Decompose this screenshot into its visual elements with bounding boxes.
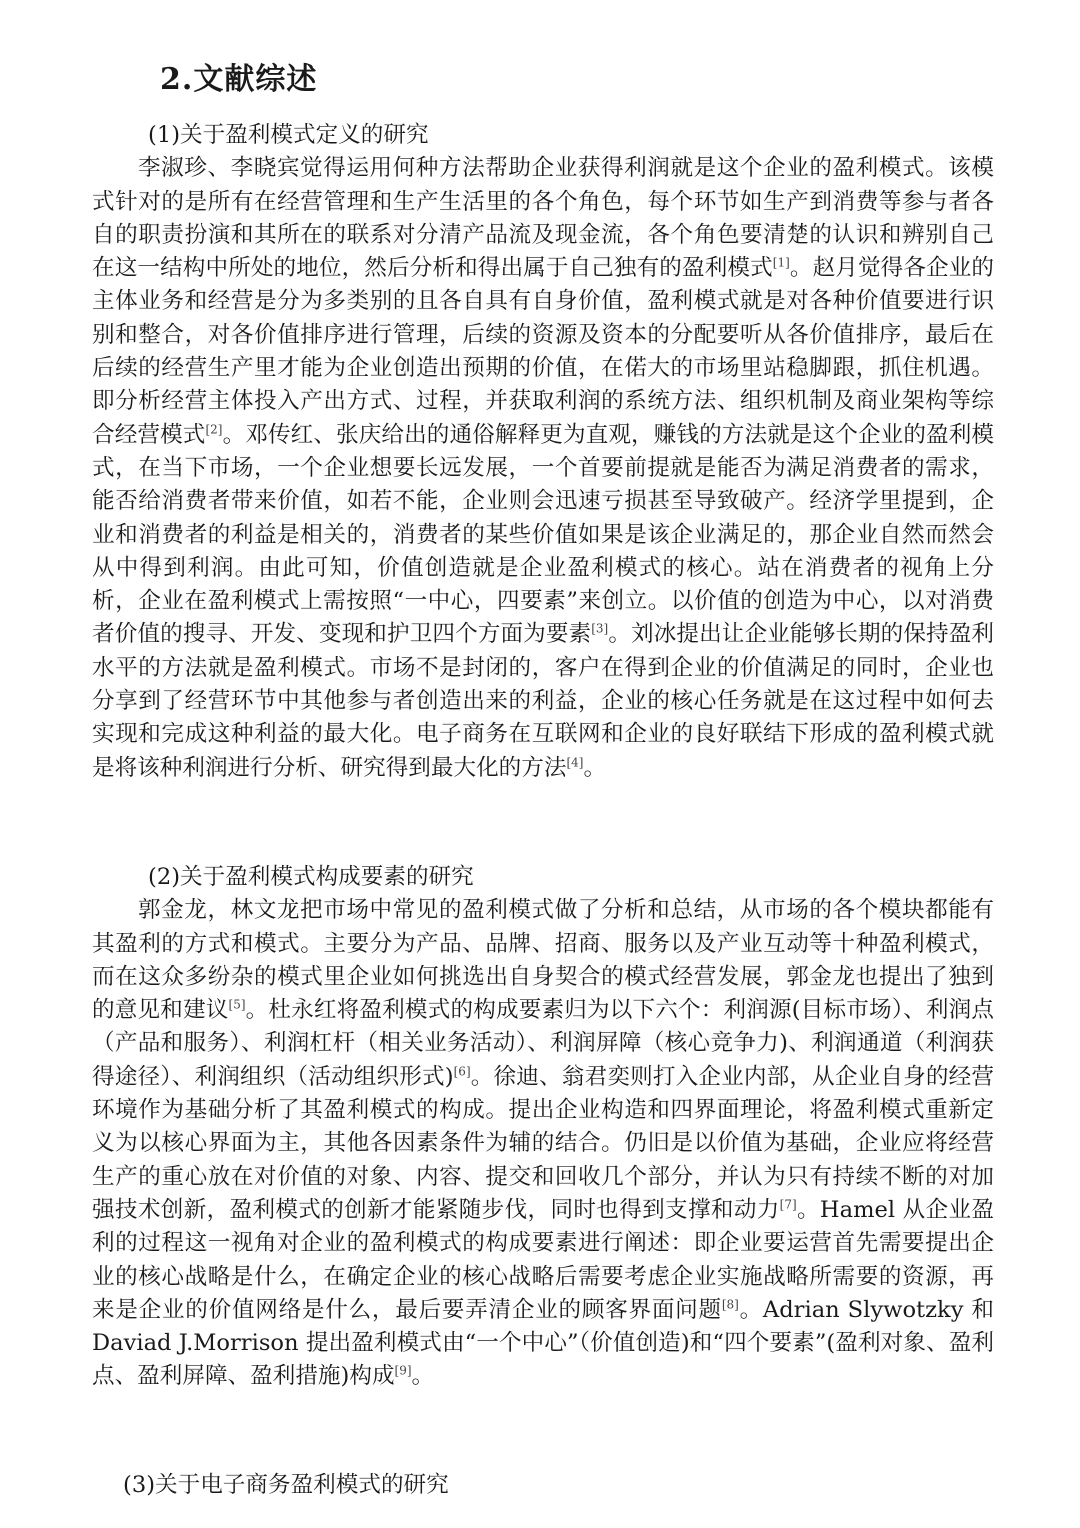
section-ecommerce xyxy=(92,1469,994,1502)
citation-ref: [5] xyxy=(228,997,246,1012)
text-run: 。赵月觉得各企业的主体业务和经营是分为多类别的且各自具有自身价值，盈利模式就是对各种价值要进行识别和整合，对各价值排序进行管理，后续的资源及资本的分配要听从各价值排序，最后在后续的经营生产里才能为企业创造出预期的价值，在偌大的市场里站稳脚跟，抓住机遇。即分析经营主体投入产出方式、过程，并获取利润的系统方法、组织机制及商业架构等综合经营模式 xyxy=(92,255,995,448)
subheading-elements: (2)关于盈利模式构成要素的研究 xyxy=(148,864,474,890)
text-run: 。Hamel 从企业盈利的过程这一视角对企业的盈利模式的构成要素进行阐述：即企业要运营首先需要提出企业的核心战略是什么，在确定企业的核心战略后需要考虑企业实施战略所需要的资源，再来是企业的价值网络是什么，最后要弄清企业的顾客界面问题 xyxy=(92,1196,994,1323)
text-run: 。刘冰提出让企业能够长期的保持盈利水平的方法就是盈利模式。市场不是封闭的，客户在得到企业的价值满足的同时，企业也分享到了经营环节中其他参与者创造出来的利益，企业的核心任务就是在这过程中如何去实现和完成这种利益的最大化。电子商务在互联网和企业的良好联结下形成的盈利模式就是将该种利润进行分析、研究得到最大化的方法 xyxy=(92,621,995,781)
citation-ref: [2] xyxy=(205,422,223,437)
text-run: 。邓传红、张庆给出的通俗解释更为直观，赚钱的方法就是这个企业的盈利模式，在当下市场，一个企业想要长远发展，一个首要前提就是能否为满足消费者的需求，能否给消费者带来价值，如若不能，企业则会迅速亏损甚至导致破产。经济学里提到，企业和消费者的利益是相关的，消费者的某些价值如果是该企业满足的，那企业自然而然会从中得到利润。由此可知，价值创造就是企业盈利模式的核心。站在消费者的视角上分析，企业在盈利模式上需按照“一中心，四要素”来创立。以价值的创造为中心，以对消费者价值的搜寻、开发、变现和护卫四个方面为要素 xyxy=(92,421,995,648)
citation-ref: [1] xyxy=(772,255,790,270)
section-definition xyxy=(92,119,994,785)
paragraph-elements xyxy=(92,894,994,1393)
text-run: 李淑珍、李晓宾觉得运用何种方法帮助企业获得利润就是这个企业的盈利模式。该模式针对的是所有在经营管理和生产生活里的各个角色，每个环节如生产到消费等参与者各自的职责扮演和其所在的联系对分清产品流及现金流，各个角色要清楚的认识和辨别自己在这一结构中所处的地位，然后分析和得出属于自己独有的盈利模式 xyxy=(92,155,994,282)
citation-ref: [9] xyxy=(394,1363,412,1378)
text-run: 。 xyxy=(583,754,607,781)
citation-ref: [8] xyxy=(721,1297,739,1312)
subheading-ecommerce: (3)关于电子商务盈利模式的研究 xyxy=(123,1472,449,1498)
text-run: 。 xyxy=(411,1363,435,1390)
section-title: 2.文献综述 xyxy=(160,62,318,97)
citation-ref: [3] xyxy=(591,621,609,636)
text-run: 。杜永红将盈利模式的构成要素归为以下六个：利润源(目标市场）、利润点（产品和服务）、利润杠杆（相关业务活动）、利润屏障（核心竞争力)、利润通道（利润获得途径）、利润组织（活动组织形式) xyxy=(92,997,995,1090)
text-run: 。徐迪、翁君奕则打入企业内部，从企业自身的经营环境作为基础分析了其盈利模式的构成。提出企业构造和四界面理论，将盈利模式重新定义为以核心界面为主，其他各因素条件为辅的结合。仍旧是以价值为基础，企业应将经营生产的重心放在对价值的对象、内容、提交和回收几个部分，并认为只有持续不断的对加强技术创新，盈利模式的创新才能紧随步伐，同时也得到支撑和动力 xyxy=(92,1063,995,1223)
section-elements xyxy=(92,861,994,1394)
subheading-definition: (1)关于盈利模式定义的研究 xyxy=(148,122,429,148)
text-run: 。Adrian Slywotzky 和 Daviad J.Morrison 提出盈利模式由“一个中心”（价值创造)和“四个要素”(盈利对象、盈利点、盈利屏障、盈利措施)构成 xyxy=(92,1296,995,1390)
paragraph-definition xyxy=(92,152,994,785)
citation-ref: [4] xyxy=(566,755,584,770)
text-run: 郭金龙，林文龙把市场中常见的盈利模式做了分析和总结，从市场的各个模块都能有其盈利的方式和模式。主要分为产品、品牌、招商、服务以及产业互动等十种盈利模式，而在这众多纷杂的模式里企业如何挑选出自身契合的模式经营发展，郭金龙也提出了独到的意见和建议 xyxy=(92,897,994,1024)
citation-ref: [7] xyxy=(779,1197,797,1212)
citation-ref: [6] xyxy=(453,1064,471,1079)
